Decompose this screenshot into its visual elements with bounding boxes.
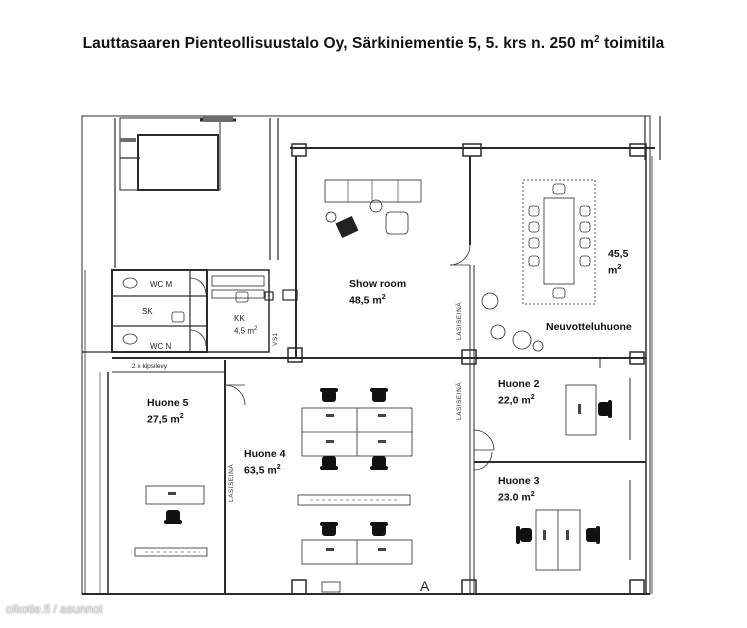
chair (370, 456, 388, 470)
chair (586, 526, 600, 544)
wall-label-lasiseina: LASISEINÄ (228, 463, 235, 502)
room-label-huone-3: Huone 3 23.0 $m^2$ (498, 475, 540, 504)
room-label-show-room: Show room 48,5 $m^2$ (349, 278, 407, 307)
chair (320, 388, 338, 402)
chair (320, 456, 338, 470)
wall-label-vs1: VS1 (272, 332, 279, 346)
room-label-sk: SK (142, 307, 153, 316)
room-area-neuvotteluhuone: 45,5 $m^2$ (608, 248, 629, 277)
room-label-huone-4: Huone 4 63,5 $m^2$ (244, 448, 286, 477)
wall-label-lasiseina: LASISEINÄ (456, 301, 463, 340)
plan-title: Lauttasaaren Pienteollisuustalo Oy, Särkiniementie 5, 5. krs n. 250 $m^2$ toimitila (82, 34, 665, 53)
chair (516, 526, 532, 544)
wall-label-lasiseina: LASISEINÄ (456, 381, 463, 420)
chair (370, 388, 388, 402)
room-label-wc-m: WC M (150, 280, 173, 289)
wall-note-kipsilevy: 2 x kipsilevy (132, 363, 168, 370)
chair (164, 510, 182, 524)
chair (320, 522, 338, 536)
room-label-kk: KK 4,5 $m^2$ (234, 314, 258, 336)
room-label-wc-n: WC N (150, 342, 172, 351)
chair (370, 522, 388, 536)
room-label-huone-5: Huone 5 27,5 $m^2$ (147, 397, 189, 426)
room-label-neuvotteluhuone: Neuvotteluhuone (546, 321, 632, 333)
watermark: oikotie.fi / asunnot (6, 602, 103, 616)
chair (598, 400, 612, 418)
section-marker: A (420, 578, 430, 594)
room-label-huone-2: Huone 2 22,0 $m^2$ (498, 378, 540, 407)
